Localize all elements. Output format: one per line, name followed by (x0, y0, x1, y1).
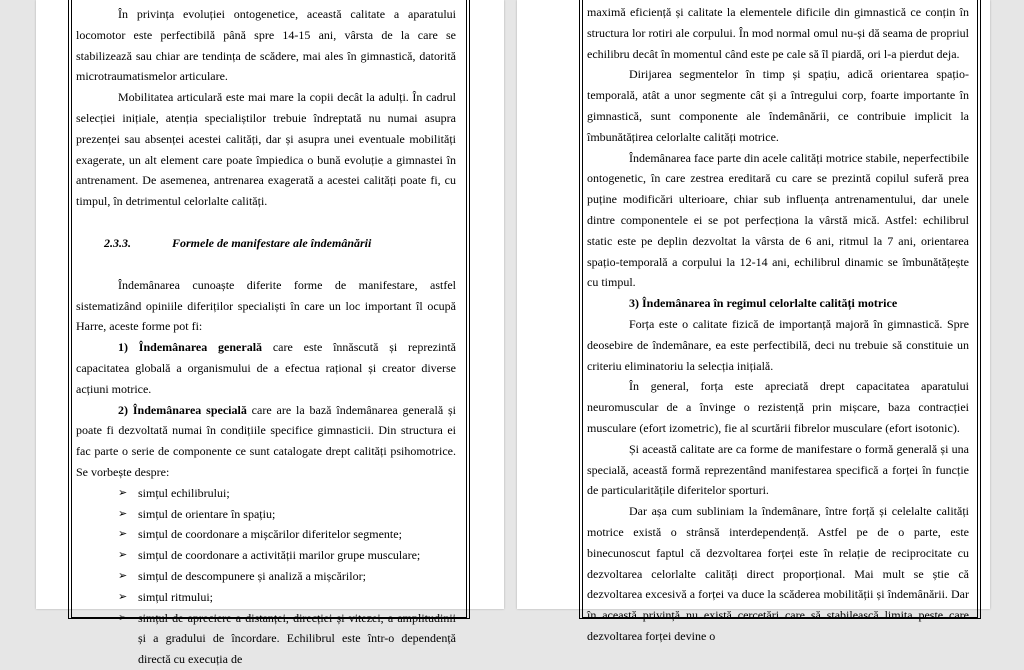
list-item: ➢ simțul de coordonare a mișcărilor diferitelor segmente; (76, 524, 456, 545)
list-item: ➢ simțul de apreciere a distanței, direcției și vitezei, a amplitudinii și a gradului de încordare. Echilibrul este într-o dependență directă cu execuția de (76, 608, 456, 670)
arrow-bullet-icon: ➢ (118, 611, 128, 624)
paragraph: Dar așa cum subliniam la îndemânare, între forță și celelalte calități motrice există o strânsă interdependență. Astfel pe de o parte, este binecunoscut faptul că dezvoltarea forței este în relație de reciprocitate cu dezvoltarea celorlalte calități direct proporțional. Mai mult se știe că dezvoltarea excesivă a forței va duce la scăderea mobilității și îndemânării. Dar în această privință nu există cercetări care să stabilească limita peste care dezvoltarea forței devine o (587, 504, 969, 643)
arrow-bullet-icon: ➢ (118, 507, 128, 520)
list-item: ➢ simțul de coordonare a activității marilor grupe musculare; (76, 545, 456, 566)
bold-term: 1) Îndemânarea generală (118, 340, 263, 355)
bold-term: 2) Îndemânarea specială (118, 402, 247, 417)
list-item: ➢ simțul de descompunere și analiză a mișcărilor; (76, 566, 456, 587)
arrow-bullet-icon: ➢ (118, 528, 128, 541)
paragraph: Dirijarea segmentelor în timp și spațiu, adică orientarea spațio-temporală, atât a unor segmente cât și a întregului corp, foarte importante în gimnastică, sunt componente ale îndemânării, ce contribuie implicit la îmbunătățirea celorlalte calități motrice. (587, 67, 969, 144)
paragraph: 2) Îndemânarea specială care are la bază îndemânarea generală și poate fi dezvoltată numai în condițiile specifice gimnasticii. Din structura ei fac parte o serie de componente ce sunt catalogate drept calități psihomotrice. Se vorbește despre: (76, 402, 457, 479)
section-heading (76, 233, 456, 254)
document-page-right (517, 0, 990, 643)
arrow-bullet-icon: ➢ (118, 486, 128, 499)
list-item: ➢ simțul de orientare în spațiu; (76, 504, 456, 525)
paragraph: Îndemânarea face parte din acele calități motrice stabile, neperfectibile ontogenetic, în care zestrea ereditară cu care se prezintă copilul suferă prea puține modificări ulterioare, chiar sub influența antrenamentului, dar unele dintre componentele ei se pot perfecționa la vârstă mică. Astfel: echilibrul static este pe deplin dezvoltat la vârsta de 6 ani, ritmul la 7 ani, orientarea spațio-temporală a corpului la 12-14 ani, echilibrul dinamic se îmbunătățește cu timpul. (587, 150, 969, 290)
page-text-right (587, 2, 969, 647)
page-text-left (76, 4, 456, 670)
arrow-bullet-icon: ➢ (118, 569, 128, 582)
section-number: 2.3.3. (104, 235, 131, 250)
paragraph: Forța este o calitate fizică de importanță majoră în gimnastică. Spre deosebire de îndemânare, ea este perfectibilă, deci nu trebuie să constituie un criteriu eliminatoriu la selecția inițială. (587, 316, 969, 373)
paragraph: Și această calitate are ca forme de manifestare o formă generală și una specială, această formă reprezentând manifestarea specifică a forței în funcție de particularitățile diferitelor sporturi. (587, 441, 969, 498)
paragraph: Îndemânarea cunoaște diferite forme de manifestare, astfel sistematizând opiniile diferiților specialiști în care un loc important îl ocupă Harre, aceste forme pot fi: (76, 277, 456, 334)
paragraph: maximă eficiență și calitate la elementele dificile din gimnastică ce conțin în structura lor rotiri ale corpului. În mod normal omul nu-și dă seama de propriul echilibru decât în momentul când este pe cale să îl piardă, ori l-a pierdut deja. (587, 5, 969, 61)
subsection-heading: 3) Îndemânarea în regimul celorlalte calități motrice (629, 296, 898, 311)
bullet-list (76, 483, 456, 670)
paragraph: În general, forța este apreciată drept capacitatea aparatului neuromuscular de a învinge o rezistență prin mișcare, baza contracției musculare (efort izometric), fie al scurtării fibrelor musculare (efort isotonic). (587, 379, 969, 435)
arrow-bullet-icon: ➢ (118, 590, 128, 603)
list-item: ➢ simțul echilibrului; (76, 483, 456, 504)
paragraph: În privința evoluției ontogenetice, această calitate a aparatului locomotor este perfectibilă până spre 14-15 ani, vârsta de la care se stabilizează sau chiar are tendința de scădere, mai ales în gimnastică, datorită microtraumatismelor articulare. (76, 7, 456, 84)
paragraph: 1) Îndemânarea generală care este înnăscută și reprezintă capacitatea globală a organismului de a efectua rațional și creator diverse acțiuni motrice. (76, 340, 456, 396)
section-title: Formele de manifestare ale îndemânării (172, 235, 372, 250)
paragraph: Mobilitatea articulară este mai mare la copii decât la adulți. În cadrul selecției inițiale, atenția specialiștilor trebuie îndreptată nu numai asupra prezenței sau absenței acestei calități, dar și asupra unei eventuale mobilități exagerate, un alt element care poate împiedica o bună evoluție a gimnastei în antrenament. De asemenea, antrenarea exagerată a acestei calități poate fi, cu timpul, în detrimentul celorlalte calități. (76, 90, 456, 209)
document-page-left (36, 0, 504, 667)
list-item: ➢ simțul ritmului; (76, 587, 456, 608)
arrow-bullet-icon: ➢ (118, 549, 128, 562)
